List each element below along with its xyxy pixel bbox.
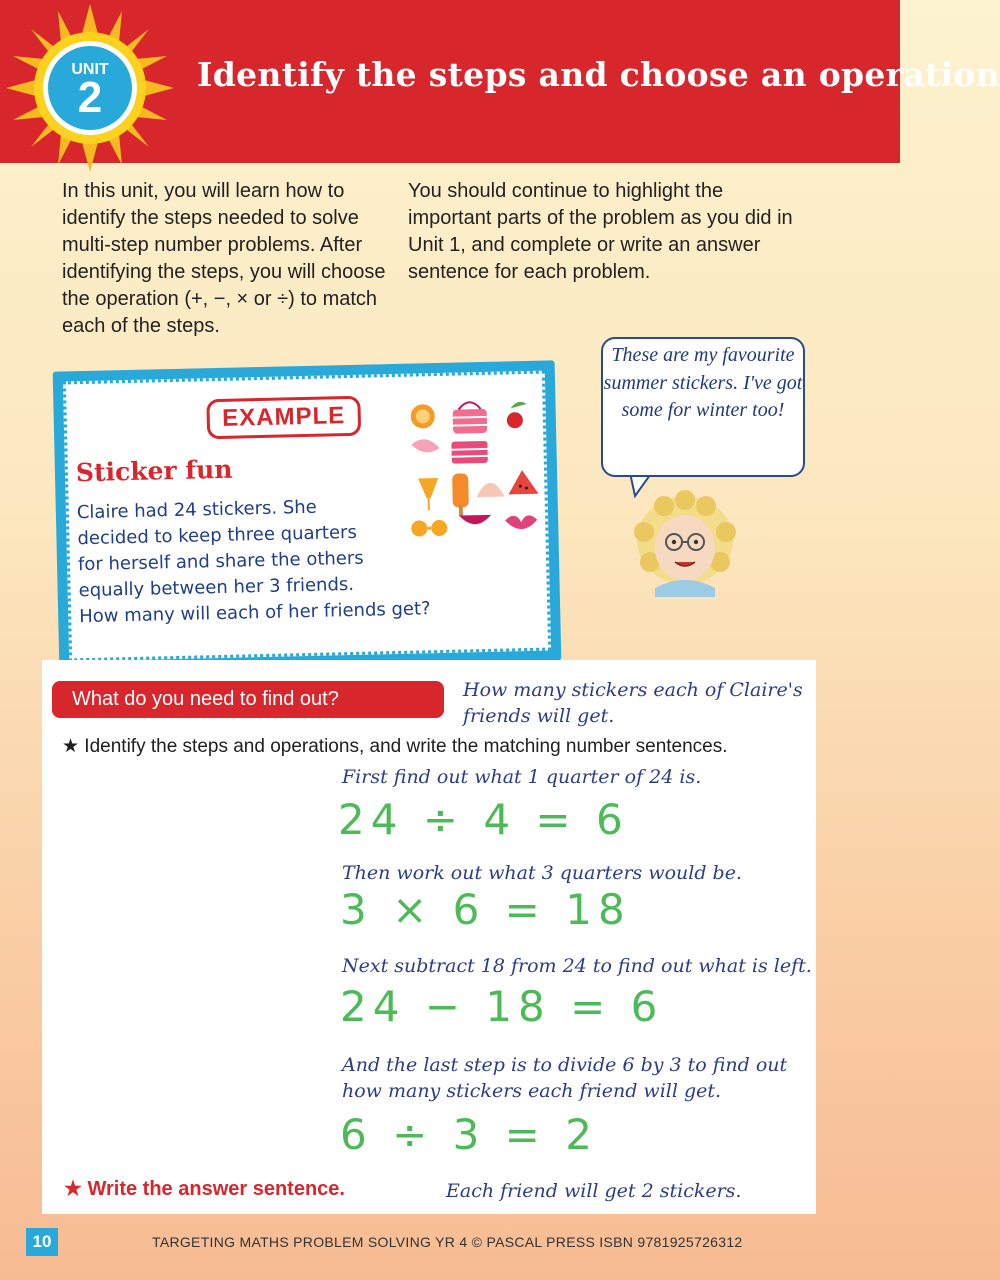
intro-right: You should continue to highlight the important parts of the problem as you did in Unit 1, and complete or write an answer sentence for each problem. xyxy=(408,180,793,283)
step-1-equation: 24 ÷ 4 = 6 xyxy=(338,795,629,844)
step-2-text: Then work out what 3 quarters would be. xyxy=(342,862,742,884)
sticker-illustrations xyxy=(402,396,545,549)
instruction-text: ★ Identify the steps and operations, and write the matching number sentences. xyxy=(62,736,728,757)
page-number: 10 xyxy=(26,1228,58,1256)
step-4-text: And the last step is to divide 6 by 3 to find out how many stickers each friend will get. xyxy=(342,1054,788,1102)
step-1-text: First find out what 1 quarter of 24 is. xyxy=(342,766,702,788)
answer-sentence-label: ★ Write the answer sentence. xyxy=(64,1178,345,1200)
sun-icon xyxy=(6,4,174,172)
answer-sentence: Each friend will get 2 stickers. xyxy=(446,1180,742,1202)
example-problem-text: Claire had 24 stickers. She decided to keep three quarters for herself and share the others equally between her 3 friends. xyxy=(76,496,364,602)
example-question: How many will each of her friends get? xyxy=(78,598,431,628)
page-title: Identify the steps and choose an operation xyxy=(197,55,1000,94)
example-card-inner xyxy=(63,371,551,662)
step-4-equation: 6 ÷ 3 = 2 xyxy=(340,1110,598,1159)
intro-left: In this unit, you will learn how to identify the steps needed to solve multi-step number problems. After identifying the steps, you will choose the operation (+, −, × or ÷) to match each of the steps. xyxy=(62,180,386,337)
example-card xyxy=(53,360,562,671)
footer-text: TARGETING MATHS PROBLEM SOLVING YR 4 © PASCAL PRESS ISBN 9781925726312 xyxy=(152,1234,743,1250)
speech-bubble xyxy=(601,337,805,477)
unit-header xyxy=(0,0,1000,163)
example-badge: EXAMPLE xyxy=(206,396,361,439)
unit-label: UNIT xyxy=(71,61,109,78)
speech-bubble-text: These are my favourite summer stickers. I've got some for winter too! xyxy=(603,344,803,421)
step-3-equation: 24 − 18 = 6 xyxy=(340,982,664,1031)
find-out-label: What do you need to find out? xyxy=(52,681,444,718)
unit-number: 2 xyxy=(77,73,103,122)
find-out-answer: How many stickers each of Claire's friends will get. xyxy=(463,679,803,727)
example-heading: Sticker fun xyxy=(75,454,233,488)
step-2-equation: 3 × 6 = 18 xyxy=(340,885,631,934)
step-3-text: Next subtract 18 from 24 to find out what is left. xyxy=(342,955,812,977)
girl-avatar xyxy=(630,492,740,597)
